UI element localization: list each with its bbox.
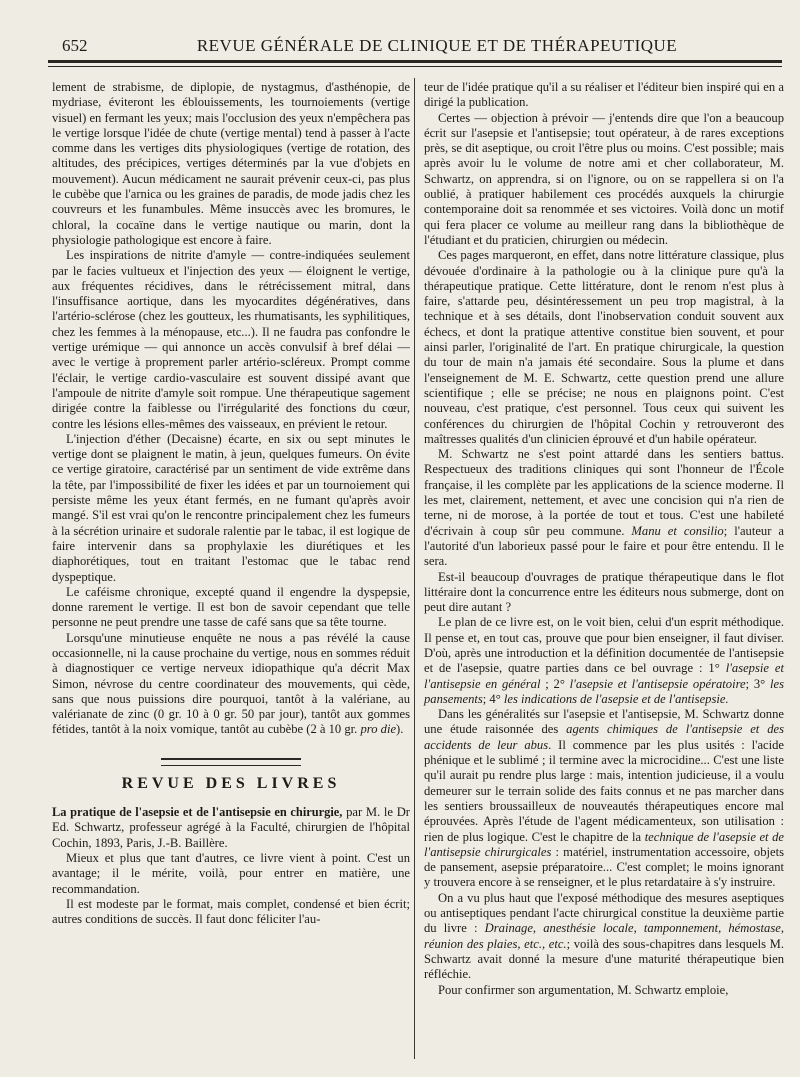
text-run: ; 4° xyxy=(482,691,504,706)
text-run: : matériel, instrumentation accessoire, objets de pansement, asepsie préparatoire... C'est complet; le moins ignorant y trouvera encore à se renseigner, et le plus retardataire à s'y instruire. xyxy=(424,844,784,890)
paragraph xyxy=(424,615,784,707)
text-run: ; voilà des sous-chapitres dans lesquels M. Schwartz avait donné la mesure d'une maturité thérapeutique bien réfléchie. xyxy=(424,936,784,982)
paragraph: Pour confirmer son argumentation, M. Schwartz emploie, xyxy=(438,982,729,997)
text-run: Le plan de ce livre est, on le voit bien, celui d'un esprit méthodique. Il pense et, en tout cas, prouve que pour bien enseigner, il faut diviser. D'où, après une introduction et la définition documentée de l'antisepsie et de l'asepsie, quatre parties dans ce bel ouvrage : 1° xyxy=(424,615,784,676)
paragraph: Certes — objection à prévoir — j'entends dire que l'on a beaucoup écrit sur l'asepsie et l'antisepsie; tout opérateur, à de rares exceptions près, se dit aseptique, ou croit l'être plus ou moins. C'est possible; mais après avoir lu le volume de notre ami et cher collaborateur, M. Schwartz, on apprendra, si on l'ignore, ou on se rappellera si on l'a oublié, à pratiquer habilement ces procédés auxquels la chirurgie contemporaine doit sa renommée et ses victoires. Voilà donc un motif qui fera placer ce volume au meilleur rang dans la bibliothèque de l'étudiant et du praticien, chirurgien ou médecin. xyxy=(424,110,784,247)
text-run: Lorsqu'une minutieuse enquête ne nous a pas révélé la cause occasionnelle, ni la cause prochaine du vertige, nous en sommes réduit à diagnostiquer ce vertige nerveux idiopathique qu'a décrit Max Simon, névrose du centre coordinateur des mouvements, qui cède, sans que nous puissions dire pourquoi, tantôt à la valériane, au valérianate de zinc (0 gr. 10 à 0 gr. 50 par jour), tantôt aux gommes fétides, tantôt à la noix vomique, tantôt au cubèbe (2 à 10 gr. xyxy=(52,630,410,737)
book-title: La pratique de l'asepsie et de l'antisepsie en chirurgie, xyxy=(52,805,343,820)
column-divider xyxy=(414,78,415,1059)
paragraph xyxy=(424,707,784,891)
text-run: On a vu plus haut que l'exposé méthodique des mesures aseptiques ou antiseptiques pendant l'acte chirurgical constitue la deuxième partie du livre : xyxy=(424,890,784,936)
italic-run: agents chimiques de l'antisepsie et des accidents de leur abus xyxy=(424,722,784,752)
left-column xyxy=(52,80,410,927)
text-run: ). xyxy=(396,722,404,737)
paragraph: Est-il beaucoup d'ouvrages de pratique thérapeutique dans le flot littéraire dont la concurrence entre les éditeurs nous submerge, dont on peut dire autant ? xyxy=(424,569,784,615)
italic-run: Drainage, anesthésie locale, tamponnement, hémostase, réunion des plaies, etc., etc. xyxy=(424,921,784,951)
running-title: REVUE GÉNÉRALE DE CLINIQUE ET DE THÉRAPEUTIQUE xyxy=(196,36,678,55)
page-number: 652 xyxy=(62,36,88,55)
paragraph: lement de strabisme, de diplopie, de nystagmus, d'asthénopie, de mydriase, éviteront les éblouissements, les tournoiements (vertige visuel) en fermant les yeux; mais l'occlusion des yeux n'empêchera pas le vertige lorsque l'idée de chute (vertige mental) tend à passer à l'acte comme dans les vertiges dits physiologiques (vertige de rotation, des altitudes, des précipices, vertiges déterminés par la vue d'objets en mouvement). Aucun médicament ne saurait prévenir ceux-ci, pas plus le cubèbe que l'arnica ou les graines de paradis, de mode jadis chez les couvreurs et les funambules. Même insuccès avec les bromures, le chloral, la cocaïne dans le vertige nautique ou marin, dont la physiologie pathologique est encore à faire. xyxy=(52,80,410,247)
paragraph xyxy=(424,891,784,983)
italic-run: l'asepsie et l'antisepsie en général xyxy=(424,661,784,691)
text-run: ; 3° xyxy=(745,676,770,691)
text-run: Dans les généralités sur l'asepsie et l'antisepsie, M. Schwartz donne une étude raisonnée des xyxy=(424,707,784,737)
paragraph xyxy=(424,447,784,569)
header-rule-thin xyxy=(48,66,782,67)
paragraph: Il est modeste par le format, mais complet, condensé et bien écrit; autres conditions de succès. Il faut donc féliciter l'au- xyxy=(52,896,410,927)
italic-run: Manu et consilio xyxy=(631,523,724,538)
text-run: M. Schwartz ne s'est point attardé dans les sentiers battus. Respectueux des traditions cliniques qui sont l'honneur de l'École française, il les complète par les applications de la science moderne. Il les met, clairement, nettement, et avec une concision qui n'a rien de terne, ni de morose, à la portée de tout et tous. C'est une habileté d'écrivain à coup sûr peu commune. xyxy=(424,447,784,538)
italic-run: l'asepsie et l'antisepsie opératoire xyxy=(569,676,746,691)
page-header xyxy=(62,28,780,56)
paragraph: Mieux et plus que tant d'autres, ce livre vient à point. C'est un avantage; il le mérite, voilà, pour entrer en matière, une recommandation. xyxy=(52,850,410,896)
paragraph: teur de l'idée pratique qu'il a su réaliser et l'éditeur bien inspiré qui en a dirigé la publication. xyxy=(424,80,784,110)
italic-run: technique de l'asepsie et de l'antisepsie chirurgicales xyxy=(424,829,784,859)
paragraph: Les inspirations de nitrite d'amyle — contre-indiquées seulement par le facies vultueux et l'injection des yeux — éloignent le vertige, aux fréquentes récidives, dans le rétrécissement mitral, dans l'insuffisance aortique, dans les myocardites dégénératives, dans l'artério-sclérose (chez les goutteux, les rhumatisants, les syphilitiques, chez les femmes à la ménopause, etc...). Il ne faudra pas confondre le vertige urémique — qui annonce un accès convulsif à bref délai — avec le vertige à proprement parler artério-scléreux. Prompt comme l'éclair, le vertige cardio-vasculaire est souvent dissipé avant que l'ampoule de nitrite d'amyle soit rompue. Une thérapeutique sagement dirigée contre la faiblesse ou l'irrégularité des fonctions du cœur, contre les lésions elles-mêmes des vaisseaux, en prévient le retour. xyxy=(52,248,410,431)
review-heading xyxy=(52,805,410,851)
section-title: REVUE DES LIVRES xyxy=(121,774,341,792)
right-column xyxy=(424,80,784,998)
text-run: ; 2° xyxy=(540,676,570,691)
text-run: ; l'auteur a l'autorité d'un laborieux passé pour le faire et pour être entendu. Il le sera. xyxy=(424,523,784,569)
italic-run: pro die xyxy=(360,722,397,737)
header-rule-thick xyxy=(48,60,782,63)
paragraph: L'injection d'éther (Decaisne) écarte, en six ou sept minutes le vertige dont se plaignent le matin, à jeun, quelques fumeurs. On évite ce vertige giratoire, caractérisé par un sentiment de vide extrême dans la tête, par l'impossibilité de fixer les idées et par un tournoiement qui persiste même les yeux étant fermés, en ne fumant qu'après avoir mangé. S'il est vrai qu'on le rencontre principalement chez les fumeurs à la sécrétion urinaire et sudorale ralentie par le tabac, il est logique de faire intervenir dans sa prophylaxie les diurétiques et les diaphorétiques, tout en traitant l'estomac que le tabac rend dyspeptique. xyxy=(52,431,410,584)
section-separator xyxy=(161,758,301,766)
book-info: par M. le Dr Ed. Schwartz, professeur agrégé à la Faculté, chirurgien de l'hôpital Cochin, 1893, Paris, J.-B. Baillère. xyxy=(52,805,410,850)
italic-run: les pansements xyxy=(424,676,784,706)
text-run: . Il commence par les plus usités : l'acide phénique et le sublimé ; il termine avec la microcidine... C'est une liste qu'il aurait pu rendre plus large : mais, intention judicieuse, il a voulu demeurer sur le terrain solide des faits connus et ne pas marcher dans les sentiers broussailleux de nouveautés thérapeutiques encore mal éprouvées. Après l'étude de l'agent médicamenteux, son utilisation : rien de plus logique. C'est le chapitre de la xyxy=(424,737,785,844)
paragraph: Le caféisme chronique, excepté quand il engendre la dyspepsie, donne rarement le vertige. Il est bon de savoir cependant que telle personne ne peut prendre une tasse de café sans que sa tête tourne. xyxy=(52,584,410,630)
paragraph: Ces pages marqueront, en effet, dans notre littérature classique, plus dévouée d'ordinaire à la pathologie ou à la clinique pure qu'à la thérapeutique pratique. Cette littérature, dont le renom n'est plus à faire, s'attarde peu, désintéressement un peu trop magistral, à la technique et à ses détails, dont l'inobservation conduit souvent aux échecs, et dont la pratique attentive constitue bien souvent, et pour ainsi parler, l'originalité de l'art. En pratique chirurgicale, la question du tour de main n'a jamais été secondaire. Sous la plume et dans l'enseignement de M. E. Schwartz, cette question prend une allure scientifique ; elle se précise; ne nous en plaignons point. C'est nouveau, c'est pratique, c'est personnel. Tous ceux qui suivent les conférences du chirurgien de l'hôpital Cochin y retrouveront des maîtresses qualités d'un clinicien éprouvé et d'un habile opérateur. xyxy=(424,248,784,446)
italic-run: les indications de l'asepsie et de l'antisepsie. xyxy=(503,691,729,706)
paragraph xyxy=(52,631,410,738)
